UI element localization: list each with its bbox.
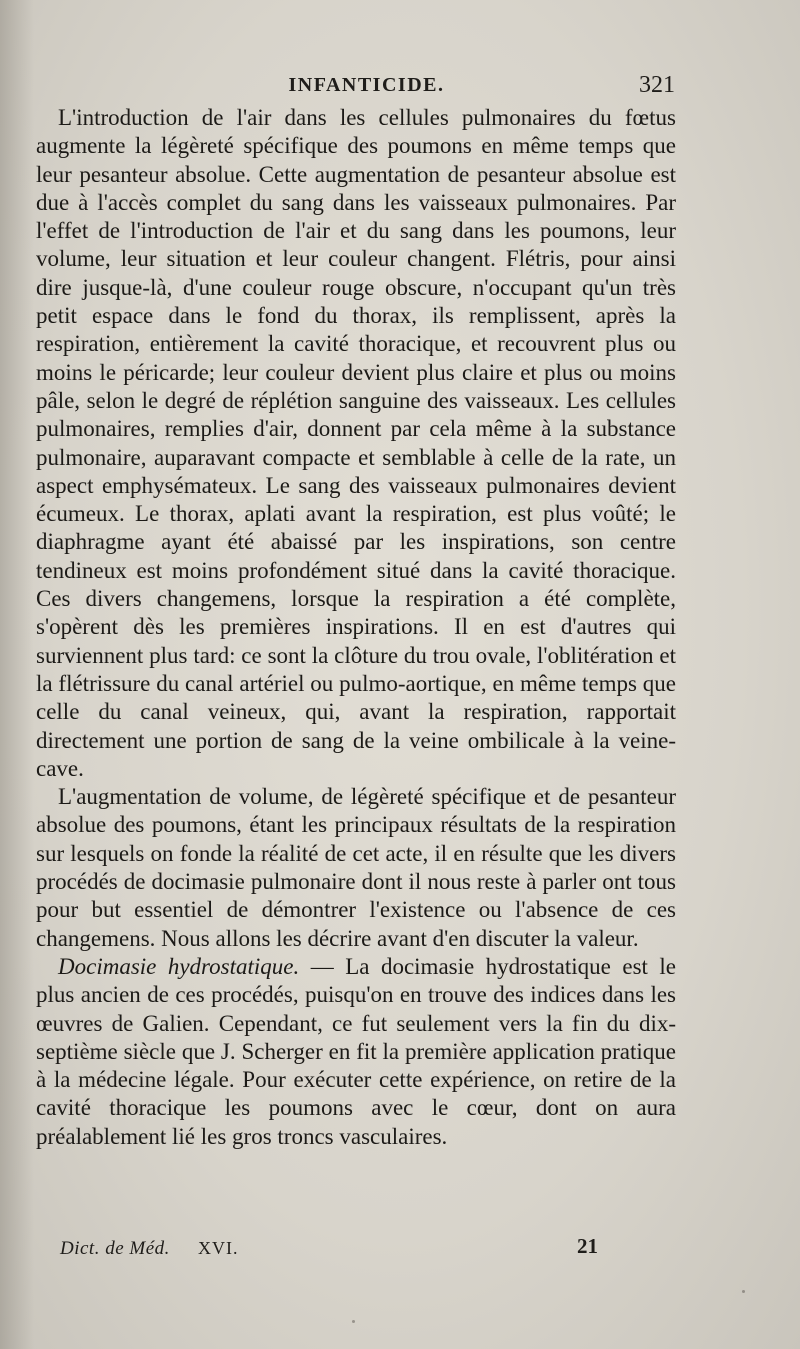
paragraph-3-text: — La docimasie hydrostatique est le plus ancien de ces procédés, puisqu'on en trouve des indices dans les œuvres de Galien. Cependant, ce fut seulement vers la fin du dix-septième siècle que J. Scherger en fit la première application pratique à la médecine légale. Pour exécuter cette expérience, on retire de la cavité thoracique les poumons avec le cœur, dont on aura préalablement lié les gros troncs vasculaires. (36, 953, 676, 1149)
paper-speck (742, 1290, 745, 1293)
sheet-number: 21 (577, 1234, 598, 1258)
running-title: INFANTICIDE. (288, 74, 445, 96)
paragraph-2 (36, 783, 676, 953)
running-head (58, 70, 675, 104)
body-text (36, 104, 676, 1151)
signature-mark: Dict. de Méd. (60, 1238, 170, 1259)
paragraph-1 (36, 104, 676, 783)
paper-speck (352, 1320, 355, 1323)
paragraph-1-text: L'introduction de l'air dans les cellules pulmonaires du fœtus augmente la légèreté spécifique des poumons en même temps que leur pesanteur absolue. Cette augmentation de pesanteur absolue est due à l'accès complet du sang dans les vaisseaux pulmonaires. Par l'effet de l'introduction de l'air et du sang dans les poumons, leur volume, leur situation et leur couleur changent. Flétris, pour ainsi dire jusque-là, d'une couleur rouge obscure, n'occupant qu'un très petit espace dans le fond du thorax, ils remplissent, après la respiration, entièrement la cavité thoracique, et recouvrent plus ou moins le péricarde; leur couleur devient plus claire et plus ou moins pâle, selon le degré de réplétion sanguine des vaisseaux. Les cellules pulmonaires, remplies d'air, donnent par cela même à la substance pulmonaire, auparavant compacte et semblable à celle de la rate, un aspect emphysémateux. Le sang des vaisseaux pulmonaires devient écumeux. Le thorax, aplati avant la respiration, est plus voûté; le diaphragme ayant été abaissé par les inspirations, son centre tendineux est moins profondément situé dans la cavité thoracique. Ces divers changemens, lorsque la respiration a été complète, s'opèrent dès les premières inspirations. Il en est d'autres qui surviennent plus tard: ce sont la clôture du trou ovale, l'oblitération et la flétrissure du canal artériel ou pulmo-aortique, en même temps que celle du canal veineux, qui, avant la respiration, rapportait directement une portion de sang de la veine ombilicale à la veine-cave. (36, 105, 676, 781)
section-heading-docimasie-hydrostatique: Docimasie hydrostatique. (58, 953, 300, 979)
page-number: 321 (639, 72, 675, 98)
spine-shadow (0, 0, 34, 1349)
page-footer (60, 1234, 620, 1268)
paragraph-3 (36, 953, 676, 1151)
volume-mark: XVI. (198, 1238, 239, 1258)
paragraph-2-text: L'augmentation de volume, de légèreté spécifique et de pesanteur absolue des poumons, étant les principaux résultats de la respiration sur lesquels on fonde la réalité de cet acte, il en résulte que les divers procédés de docimasie pulmonaire dont il nous reste à parler ont tous pour but essentiel de démontrer l'existence ou l'absence de ces changemens. Nous allons les décrire avant d'en discuter la valeur. (36, 784, 676, 951)
